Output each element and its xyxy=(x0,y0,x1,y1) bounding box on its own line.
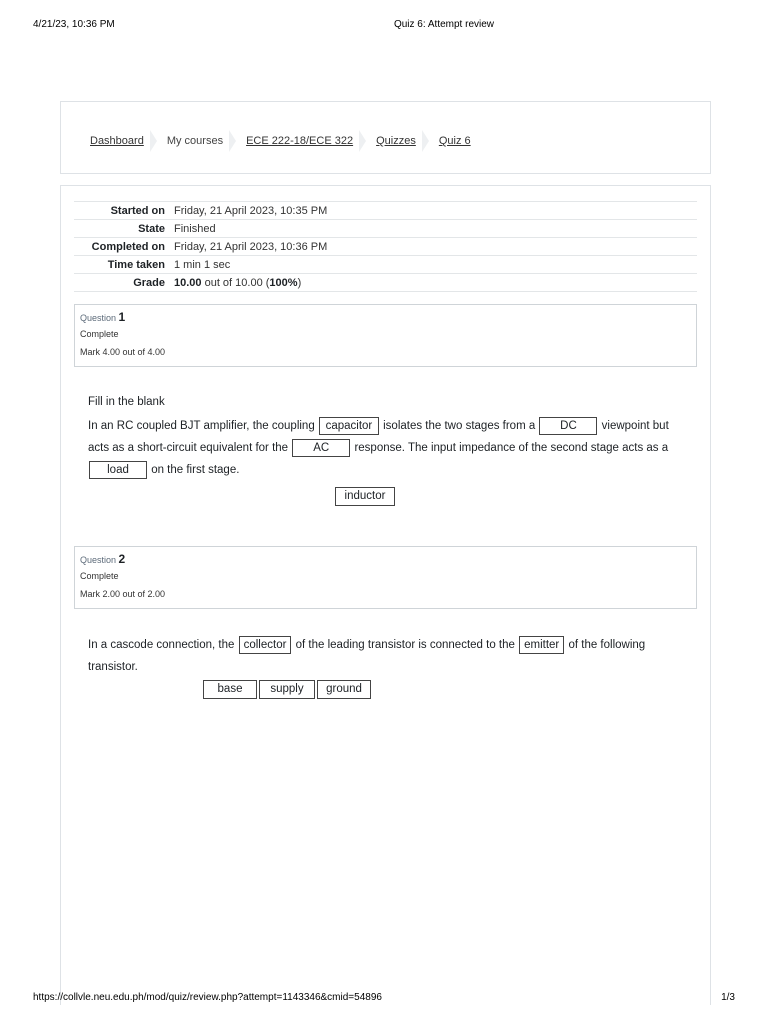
question-2-digit: 2 xyxy=(118,552,126,566)
summary-row-started xyxy=(74,202,697,220)
time-taken-value: 1 min 1 sec xyxy=(174,258,231,271)
chevron-right-icon xyxy=(150,130,157,152)
attempt-summary-table xyxy=(74,201,697,292)
state-value: Finished xyxy=(174,222,216,235)
grade-middle: out of 10.00 ( xyxy=(201,276,270,289)
breadcrumb-quizzes[interactable]: Quizzes xyxy=(376,135,416,147)
question-2-prefix: Question xyxy=(80,555,119,565)
q2-text-part: of the leading transistor is connected to the xyxy=(292,639,519,651)
question-2-info xyxy=(74,546,697,609)
q1-text-part: viewpoint but acts as a short-circuit equivalent for the xyxy=(88,420,669,454)
completed-label: Completed on xyxy=(91,240,165,253)
grade-label: Grade xyxy=(133,276,165,289)
started-value: Friday, 21 April 2023, 10:35 PM xyxy=(174,204,328,217)
time-taken-label: Time taken xyxy=(107,258,165,271)
print-page-number: 1/3 xyxy=(721,992,735,1003)
question-1-digit: 1 xyxy=(118,310,126,324)
state-label: State xyxy=(138,222,165,235)
grade-score: 10.00 xyxy=(174,276,202,289)
chevron-right-icon xyxy=(229,130,236,152)
summary-row-time xyxy=(74,256,697,274)
q1-text-part: In an RC coupled BJT amplifier, the coupling xyxy=(88,420,318,432)
question-1-status: Complete xyxy=(80,329,119,339)
q1-text-part: on the first stage. xyxy=(148,464,240,476)
q2-blank-following[interactable]: emitter xyxy=(519,636,564,654)
q1-blank-coupling[interactable]: capacitor xyxy=(319,417,379,435)
question-1-heading: Fill in the blank xyxy=(88,396,165,408)
q2-choice-ground[interactable]: ground xyxy=(317,680,371,699)
q2-choice-base[interactable]: base xyxy=(203,680,257,699)
summary-row-completed xyxy=(74,238,697,256)
question-1-prefix: Question xyxy=(80,313,119,323)
completed-value: Friday, 21 April 2023, 10:36 PM xyxy=(174,240,328,253)
question-2-number xyxy=(80,552,691,566)
question-1-number xyxy=(80,310,691,324)
q2-blank-leading[interactable]: collector xyxy=(239,636,292,654)
breadcrumb-card xyxy=(60,101,711,174)
q1-choice-inductor[interactable]: inductor xyxy=(335,487,395,506)
q1-text-part: response. The input impedance of the second stage acts as a xyxy=(351,442,669,454)
print-footer xyxy=(0,992,768,1006)
grade-percent: 100% xyxy=(269,276,298,289)
question-2-mark: Mark 2.00 out of 2.00 xyxy=(80,589,166,599)
q2-text-part: In a cascode connection, the xyxy=(88,639,238,651)
summary-row-grade xyxy=(74,274,697,292)
q2-choice-supply[interactable]: supply xyxy=(259,680,315,699)
q1-blank-viewpoint[interactable]: DC xyxy=(539,417,597,435)
question-2-text xyxy=(88,634,688,678)
print-url: https://collvle.neu.edu.ph/mod/quiz/review.php?attempt=1143346&cmid=54896 xyxy=(33,992,382,1003)
question-1-mark: Mark 4.00 out of 4.00 xyxy=(80,347,166,357)
print-title: Quiz 6: Attempt review xyxy=(393,19,495,30)
breadcrumb-course[interactable]: ECE 222-18/ECE 322 xyxy=(246,135,354,147)
question-1-info xyxy=(74,304,697,367)
chevron-right-icon xyxy=(359,130,366,152)
q1-blank-impedance[interactable]: load xyxy=(89,461,147,479)
print-datetime: 4/21/23, 10:36 PM xyxy=(33,19,115,30)
question-2-status: Complete xyxy=(80,571,119,581)
question-1-text xyxy=(88,415,688,481)
breadcrumb-dashboard[interactable]: Dashboard xyxy=(90,135,144,147)
breadcrumb-my-courses: My courses xyxy=(166,135,224,147)
started-label: Started on xyxy=(110,204,165,217)
grade-end: ) xyxy=(297,276,302,289)
chevron-right-icon xyxy=(422,130,429,152)
q1-blank-response[interactable]: AC xyxy=(292,439,350,457)
q1-text-part: isolates the two stages from a xyxy=(379,420,539,432)
print-header xyxy=(0,19,768,33)
breadcrumb-quiz-6[interactable]: Quiz 6 xyxy=(438,135,471,147)
attempt-review-card xyxy=(60,185,711,1005)
grade-value xyxy=(174,274,697,292)
breadcrumb xyxy=(90,130,471,152)
q2-text-part: of the following transistor. xyxy=(88,639,646,673)
summary-row-state xyxy=(74,220,697,238)
